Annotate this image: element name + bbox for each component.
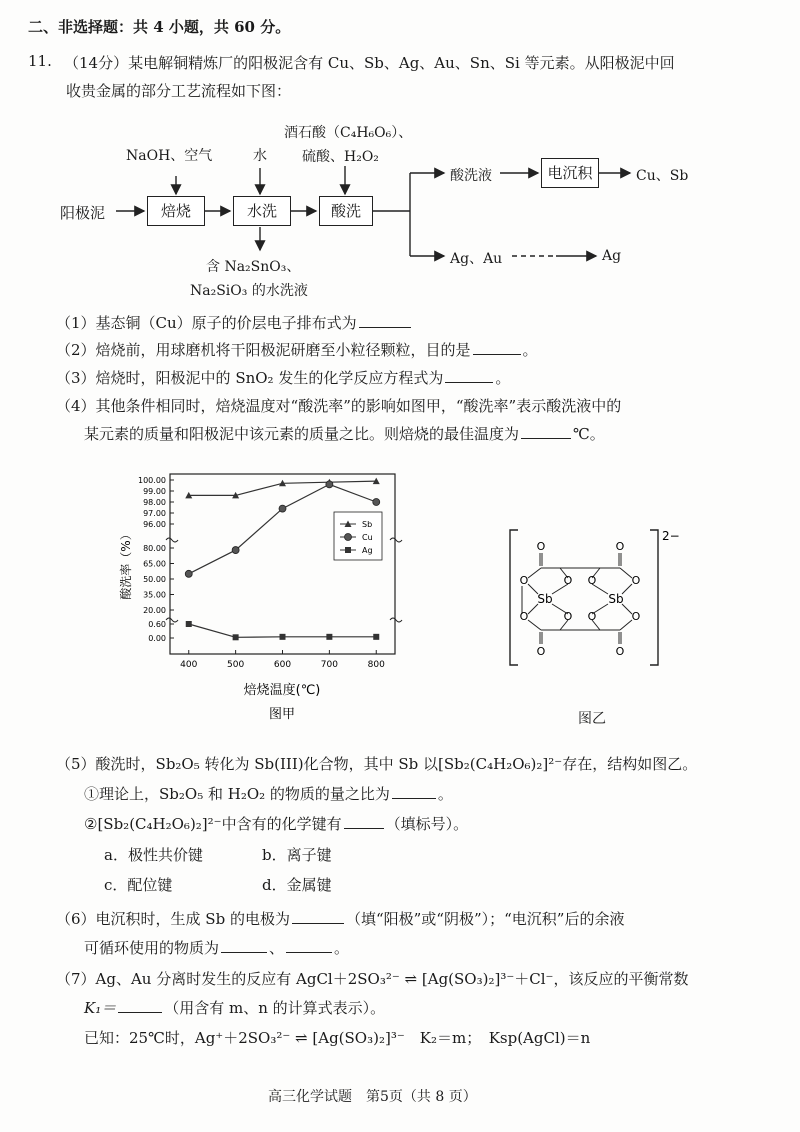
data-point bbox=[186, 621, 192, 627]
legend-label: Sb bbox=[362, 520, 373, 529]
x-tick-label: 700 bbox=[320, 660, 338, 670]
answer-blank bbox=[473, 340, 521, 355]
atom-sb: Sb bbox=[537, 592, 553, 606]
legend-marker bbox=[345, 547, 351, 553]
question-number: 11. bbox=[28, 52, 52, 70]
flow-acid-liquid: 酸洗液 bbox=[450, 168, 492, 184]
part2-text: （2）焙烧前，用球磨机将干阳极泥研磨至小粒径颗粒，目的是 bbox=[56, 341, 471, 359]
answer-blank bbox=[292, 909, 344, 924]
flow-reagent-acid-line1: 酒石酸（C₄H₆O₆）、 bbox=[284, 125, 413, 141]
separator: 、 bbox=[269, 939, 285, 957]
option-a: a．极性共价键 bbox=[104, 846, 203, 864]
flow-reagent-wash: 水 bbox=[253, 148, 267, 164]
x-axis-label: 焙烧温度(℃) bbox=[243, 683, 321, 698]
sb-tartrate-structure bbox=[500, 520, 720, 690]
x-axis-ticks bbox=[180, 650, 385, 670]
atom-o: O bbox=[536, 645, 546, 658]
y-tick-label: 20.00 bbox=[143, 606, 166, 615]
atom-o: O bbox=[536, 540, 546, 553]
answer-blank bbox=[445, 368, 493, 383]
data-point bbox=[326, 634, 332, 640]
flow-reagent-roast: NaOH、空气 bbox=[126, 148, 213, 164]
part6-end: 。 bbox=[334, 939, 350, 957]
atom-o: O bbox=[519, 574, 529, 587]
y-tick-label: 0.60 bbox=[148, 620, 166, 629]
q11-part4-line1: （4）其他条件相同时，焙烧温度对“酸洗率”的影响如图甲，“酸洗率”表示酸洗液中的 bbox=[56, 397, 622, 415]
data-point bbox=[279, 505, 286, 512]
q11-part1 bbox=[56, 312, 413, 333]
flow-residue: Ag、Au bbox=[450, 251, 503, 267]
legend-marker bbox=[345, 534, 352, 541]
atom-o: O bbox=[587, 610, 597, 623]
flow-input-label: 阳极泥 bbox=[60, 204, 106, 222]
data-point bbox=[280, 634, 286, 640]
q11-part6-line1 bbox=[56, 908, 624, 929]
acid-wash-rate-chart bbox=[110, 462, 410, 732]
flow-box-roast: 焙烧 bbox=[147, 196, 205, 226]
series-sb bbox=[185, 478, 380, 499]
answer-blank bbox=[286, 938, 332, 953]
y-tick-label: 96.00 bbox=[143, 520, 166, 529]
part1-text: （1）基态铜（Cu）原子的价层电子排布式为 bbox=[56, 314, 357, 332]
q11-part7-line2 bbox=[84, 997, 385, 1018]
y-tick-label: 50.00 bbox=[143, 575, 166, 584]
data-point bbox=[232, 547, 239, 554]
flow-waste-line2: Na₂SiO₃ 的水洗液 bbox=[190, 283, 308, 299]
figure-b-caption: 图乙 bbox=[578, 711, 606, 727]
page-footer: 高三化学试题 第5页（共 8 页） bbox=[268, 1089, 477, 1105]
atom-o: O bbox=[587, 574, 597, 587]
section-header: 二、非选择题：共 4 小题，共 60 分。 bbox=[28, 18, 291, 36]
y-tick-label: 65.00 bbox=[143, 559, 166, 569]
part6-text2: 可循环使用的物质为 bbox=[84, 939, 220, 957]
data-point bbox=[326, 481, 333, 488]
data-point bbox=[233, 634, 239, 640]
atom-o: O bbox=[631, 574, 641, 587]
answer-blank bbox=[359, 313, 411, 328]
part4-end: ℃。 bbox=[573, 425, 605, 443]
q11-part2 bbox=[56, 339, 538, 360]
x-tick-label: 800 bbox=[367, 660, 385, 670]
answer-blank bbox=[521, 424, 571, 439]
part3-end: 。 bbox=[495, 369, 511, 387]
y-axis-label: 酸洗率（%） bbox=[119, 528, 133, 600]
q11-part4-line2 bbox=[84, 423, 605, 444]
part5-sub2-text: ②[Sb₂(C₄H₂O₆)₂]²⁻中含有的化学键有 bbox=[84, 815, 342, 833]
flow-box-electrodeposition: 电沉积 bbox=[541, 158, 599, 188]
chart-caption: 图甲 bbox=[268, 707, 296, 722]
flow-product-top: Cu、Sb bbox=[636, 168, 689, 184]
answer-blank bbox=[344, 814, 384, 829]
q11-part6-line2 bbox=[84, 937, 349, 958]
series-ag bbox=[186, 621, 380, 640]
legend-label: Ag bbox=[362, 546, 373, 555]
bracket bbox=[510, 530, 658, 665]
q11-part5-sub2 bbox=[84, 813, 468, 834]
chart-frame bbox=[170, 474, 395, 654]
y-tick-label: 100.00 bbox=[138, 476, 166, 485]
atom-sb: Sb bbox=[608, 592, 624, 606]
charge-label: 2− bbox=[662, 529, 680, 543]
process-flow-diagram bbox=[0, 110, 800, 300]
chart-legend bbox=[334, 512, 382, 560]
y-tick-label: 80.00 bbox=[143, 544, 166, 553]
atom-o: O bbox=[631, 610, 641, 623]
atom-o: O bbox=[615, 540, 625, 553]
flow-product-bottom: Ag bbox=[602, 248, 622, 264]
flow-box-water-wash: 水洗 bbox=[233, 196, 291, 226]
q11-part7-line3: 已知：25℃时，Ag⁺＋2SO₃²⁻ ⇌ [Ag(SO₃)₂]³⁻ K₂＝m； Ksp(AgCl)＝n bbox=[84, 1029, 591, 1047]
part7-hint: （用含有 m、n 的计算式表示）。 bbox=[164, 999, 386, 1017]
data-point bbox=[373, 634, 379, 640]
q11-part3 bbox=[56, 367, 510, 388]
x-tick-label: 500 bbox=[227, 660, 245, 670]
y-tick-label: 35.00 bbox=[143, 590, 166, 600]
part5-sub2-end: （填标号）。 bbox=[385, 815, 469, 833]
x-tick-label: 400 bbox=[180, 660, 198, 670]
atom-o: O bbox=[519, 610, 529, 623]
atom-o: O bbox=[563, 574, 573, 587]
q11-part7-line1: （7）Ag、Au 分离时发生的反应有 AgCl＋2SO₃²⁻ ⇌ [Ag(SO₃)₂]³⁻＋Cl⁻，该反应的平衡常数 bbox=[56, 970, 689, 988]
part3-text: （3）焙烧时，阳极泥中的 SnO₂ 发生的化学反应方程式为 bbox=[56, 369, 444, 387]
atom-o: O bbox=[563, 610, 573, 623]
q11-part5-sub1 bbox=[84, 783, 453, 804]
part5-sub1-end: 。 bbox=[437, 785, 453, 803]
data-point bbox=[185, 570, 192, 577]
option-b: b．离子键 bbox=[262, 846, 332, 864]
part2-end: 。 bbox=[522, 341, 538, 359]
part6-hint: （填“阳极”或“阴极”）；“电沉积”后的余液 bbox=[345, 910, 625, 928]
answer-blank bbox=[392, 784, 436, 799]
part6-text: （6）电沉积时，生成 Sb 的电极为 bbox=[56, 910, 290, 928]
part4-text: 某元素的质量和阳极泥中该元素的质量之比。则焙烧的最佳温度为 bbox=[84, 425, 520, 443]
question-intro-line2: 收贵金属的部分工艺流程如下图： bbox=[66, 82, 292, 100]
y-tick-label: 99.00 bbox=[143, 487, 166, 496]
x-tick-label: 600 bbox=[273, 660, 292, 670]
y-tick-label: 97.00 bbox=[143, 509, 166, 518]
k1-label: K₁＝ bbox=[84, 999, 117, 1017]
data-point bbox=[373, 499, 380, 506]
atom-o: O bbox=[615, 645, 625, 658]
y-tick-label: 98.00 bbox=[143, 498, 166, 507]
option-d: d．金属键 bbox=[262, 876, 332, 894]
part5-sub1-text: ①理论上，Sb₂O₅ 和 H₂O₂ 的物质的量之比为 bbox=[84, 785, 390, 803]
flow-reagent-acid-line2: 硫酸、H₂O₂ bbox=[302, 149, 379, 165]
answer-blank bbox=[118, 998, 162, 1013]
option-c: c．配位键 bbox=[104, 876, 173, 894]
flow-waste-line1: 含 Na₂SnO₃、 bbox=[206, 259, 301, 275]
q11-part5-line1: （5）酸洗时，Sb₂O₅ 转化为 Sb(III)化合物，其中 Sb 以[Sb₂(C₄H₂O₆)₂]²⁻存在，结构如图乙。 bbox=[56, 755, 698, 773]
atom-labels bbox=[520, 540, 641, 658]
question-intro-line1: （14分）某电解铜精炼厂的阳极泥含有 Cu、Sb、Ag、Au、Sn、Si 等元素。从阳极泥中回 bbox=[64, 54, 675, 72]
answer-blank bbox=[221, 938, 267, 953]
y-tick-label: 0.00 bbox=[148, 634, 166, 643]
flow-box-acid-wash: 酸洗 bbox=[319, 196, 373, 226]
legend-label: Cu bbox=[362, 533, 373, 542]
